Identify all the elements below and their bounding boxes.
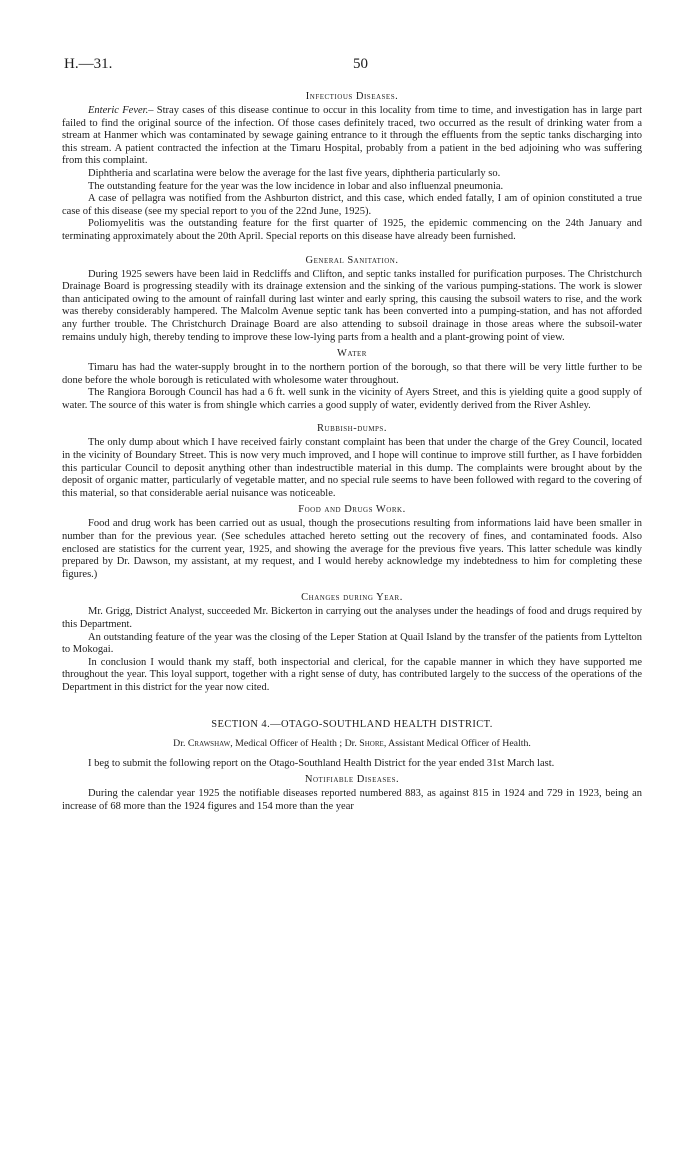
paragraph-lead: Enteric Fever. bbox=[88, 105, 149, 116]
paragraph: During the calendar year 1925 the notifiable diseases reported numbered 883, as against 815 in 1924 and 729 in 1923, being an increase of 68 more than the 1924 figures and 154 more than the year bbox=[62, 788, 642, 812]
officer-prefix: Dr. bbox=[344, 737, 357, 749]
paragraph-text: – Stray cases of this disease continue to occur in this locality from time to time, and investigation has in large part failed to find the original source of the infection. Of those cases definitely traced, two occurred as the result of drinking water from a stream at Hanmer which was contaminated by sewage gaining entrance to it through the effluents from the septic tanks discharging into this stream. A patient contracted the infection at the Timaru Hospital, probably from a patient in the bed adjoining who was suffering from this complaint. bbox=[62, 105, 642, 167]
section-title-notifiable-diseases: Notifiable Diseases. bbox=[304, 774, 400, 786]
officer-name-1: Crawshaw bbox=[187, 737, 231, 749]
document-page bbox=[62, 56, 642, 813]
paragraph: Food and drug work has been carried out as usual, though the prosecutions resulting from informations laid have been smaller in number than for the previous year. (See schedules attached hereto setting out the recovery of fines, and contaminated foods. Also enclosed are statistics for the current year, 1925, and showing the average for the previous five years. This latter schedule was kindly prepared by Dr. Dawson, my assistant, at my request, and I would hereby acknowledge my indebtedness to him for completing these figures.) bbox=[62, 518, 642, 580]
section-title-general-sanitation: General Sanitation. bbox=[305, 254, 399, 266]
paragraph: The only dump about which I have received fairly constant complaint has been that under the charge of the Grey Council, located in the vicinity of Boundary Street. This is now very much improved, and I hope will continue to improve still further, as I have forbidden this particular Council to deposit anything other than indestructible material in this dump. The complaints were brought about by the deposit of organic matter, particularly of vegetable matter, and no special rule seems to have been followed with regard to the covering of this material, so that considerable aerial nuisance was noticeable. bbox=[62, 437, 642, 499]
section-title-rubbish-dumps: Rubbish-dumps. bbox=[317, 423, 387, 435]
paragraph bbox=[62, 105, 642, 168]
paragraph: During 1925 sewers have been laid in Redcliffs and Clifton, and septic tanks installed for purification purposes. The Christchurch Drainage Board is progressing steadily with its drainage extension and the sinking of the various pumping-stations. The work is slower than anticipated owing to the amount of rainfall during last winter and early spring, this causing the subsoil waters to rise, and the work was thereby considerably hampered. The Malcolm Avenue septic tank has been converted into a pumping-station, and has not afforded any further trouble. The Christchurch Drainage Board are also attending to subsoil drainage in those areas where the subsoil-water remains unduly high, thereby tending to improve these low-lying parts from a health and a plant-growing point of view. bbox=[62, 268, 642, 343]
section-title-water: Water bbox=[337, 348, 367, 360]
paragraph: Timaru has had the water-supply brought in to the northern portion of the borough, so that there will be very little further to be done before the whole borough is reticulated with wholesome water throughout. bbox=[62, 362, 642, 386]
officer-role-1: , Medical Officer of Health ; bbox=[230, 737, 343, 749]
officer-prefix: Dr. bbox=[173, 737, 186, 749]
officers-line bbox=[62, 738, 642, 749]
page-header bbox=[62, 56, 642, 80]
paragraph: Diphtheria and scarlatina were below the average for the last five years, diphtheria particularly so. bbox=[88, 167, 501, 179]
paragraph: The Rangiora Borough Council has had a 6 ft. well sunk in the vicinity of Ayers Street, and this is yielding quite a good supply of water. The source of this water is from shingle which carries a good supply of water, evidently derived from the River Ashley. bbox=[62, 387, 642, 411]
report-code: H.—31. bbox=[64, 56, 113, 72]
officer-name-2: Shore bbox=[359, 737, 384, 749]
paragraph: An outstanding feature of the year was the closing of the Leper Station at Quail Island by the transfer of the patients from Lyttelton to Mokogai. bbox=[62, 631, 642, 656]
paragraph: Mr. Grigg, District Analyst, succeeded Mr. Bickerton in carrying out the analyses under the headings of food and drugs required by this Department. bbox=[62, 606, 642, 630]
section-4-title: SECTION 4.—OTAGO-SOUTHLAND HEALTH DISTRICT. bbox=[211, 718, 493, 730]
paragraph: I beg to submit the following report on the Otago-Southland Health District for the year ended 31st March last. bbox=[88, 757, 555, 769]
paragraph: In conclusion I would thank my staff, both inspectorial and clerical, for the capable manner in which they have supported me throughout the year. This loyal support, together with a right sense of duty, has contributed largely to the success of the operations of the Department in this district for the year now cited. bbox=[62, 656, 642, 693]
paragraph: Poliomyelitis was the outstanding feature for the first quarter of 1925, the epidemic commencing on the 24th January and terminating approximately about the 20th April. Special reports on this disease have already been furnished. bbox=[62, 218, 642, 242]
officer-role-2: , Assistant Medical Officer of Health. bbox=[383, 737, 531, 749]
section-title-changes-during-year: Changes during Year. bbox=[301, 592, 403, 604]
page-number: 50 bbox=[353, 56, 368, 72]
section-title-infectious-diseases: Infectious Diseases. bbox=[305, 91, 399, 102]
paragraph: The outstanding feature for the year was the low incidence in lobar and also influenzal pneumonia. bbox=[88, 180, 504, 192]
section-title-food-and-drugs: Food and Drugs Work. bbox=[298, 504, 406, 516]
paragraph: A case of pellagra was notified from the Ashburton district, and this case, which ended fatally, I am of opinion constituted a true case of this disease (see my special report to you of the 22nd June, 1925). bbox=[62, 193, 642, 217]
